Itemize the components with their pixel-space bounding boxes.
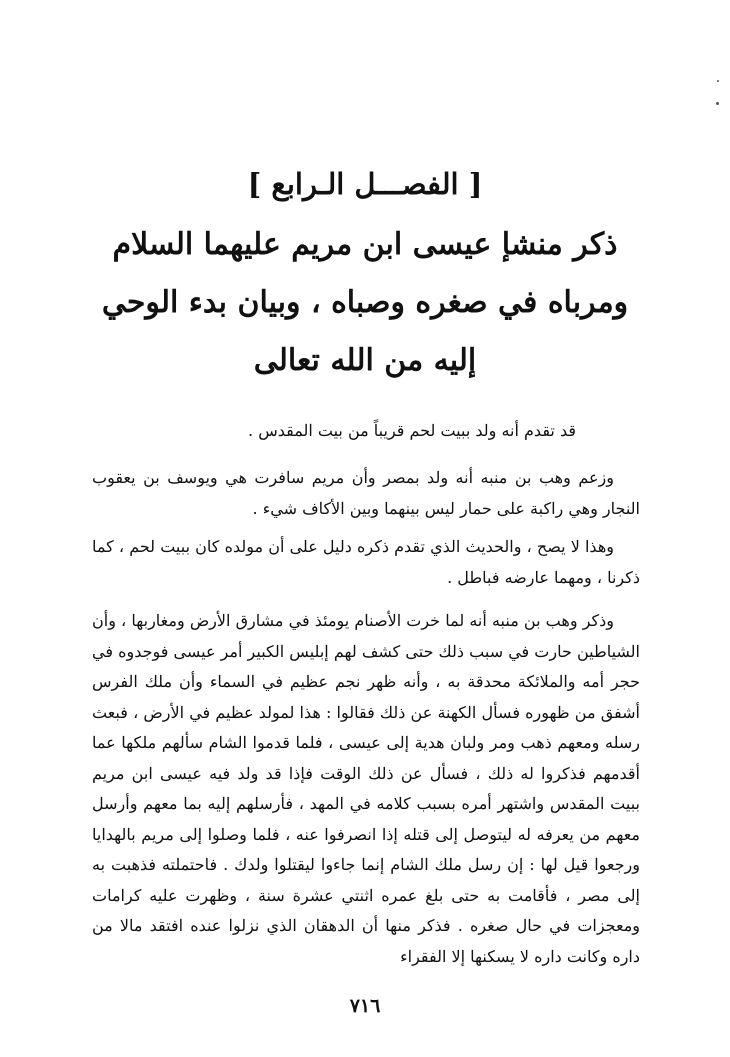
page-number: ٧١٦ [349, 995, 381, 1017]
chapter-title-line-2: ومرباه في صغره وصباه ، وبيان بدء الوحي [101, 285, 629, 320]
paragraph-1: قد تقدم أنه ولد ببيت لحم قريباً من بيت المقدس . [248, 421, 576, 440]
scan-speck [716, 102, 719, 105]
paragraph-3: وهذا لا يصح ، والحديث الذي تقدم ذكره دليل على أن مولده كان ببيت لحم ، كما ذكرنا ، ومهما عارضه فباطل . [92, 537, 640, 587]
scan-speck [717, 80, 719, 82]
chapter-title-line-3: إليه من الله تعالى [253, 343, 477, 378]
chapter-label: [ الفصـــل الـرابع ] [247, 167, 483, 201]
chapter-title-line-1: ذكر منشإ عيسى ابن مريم عليهما السلام [112, 227, 618, 262]
paragraph-4: وذكر وهب بن منبه أنه لما خرت الأصنام يومئذ في مشارق الأرض ومغاربها ، وأن الشياطين حارت في سبب ذلك حتى كشف لهم إبليس الكبير أمر عيسى فوجدوه في حجر أمه والملائكة محدقة به ، وأنه ظهر نجم عظيم في السماء وأن ملك الفرس أشفق من ظهوره فسأل الكهنة عن ذلك فقالوا : هذا لمولد عظيم في الأرض ، فبعث رسله ومعهم ذهب ومر ولبان هدية إلى عيسى ، فلما قدموا الشام سألهم ملكها عما أقدمهم فذكروا له ذلك ، فسأل عن ذلك الوقت فإذا قد ولد فيه عيسى ابن مريم ببيت المقدس واشتهر أمره بسبب كلامه في المهد ، فأرسلهم إليه بما معهم وأرسل معهم من يعرفه له ليتوصل إلى قتله إذا انصرفوا عنه ، فلما وصلوا إلى مريم بالهدايا ورجعوا قيل لها : إن رسل ملك الشام إنما جاءوا ليقتلوا ولدك . فاحتملته فذهبت به إلى مصر ، فأقامت به حتى بلغ عمره اثنتي عشرة سنة ، وظهرت عليه كرامات ومعجزات في حال صغره . فذكر منها أن الدهقان الذي نزلوا عنده افتقد مالا من داره وكانت داره لا يسكنها إلا الفقراء [92, 611, 641, 966]
paragraph-2: وزعم وهب بن منبه أنه ولد بمصر وأن مريم سافرت هي ويوسف بن يعقوب النجار وهي راكبة على حمار ليس بينهما وبين الأكاف شيء . [92, 468, 640, 518]
